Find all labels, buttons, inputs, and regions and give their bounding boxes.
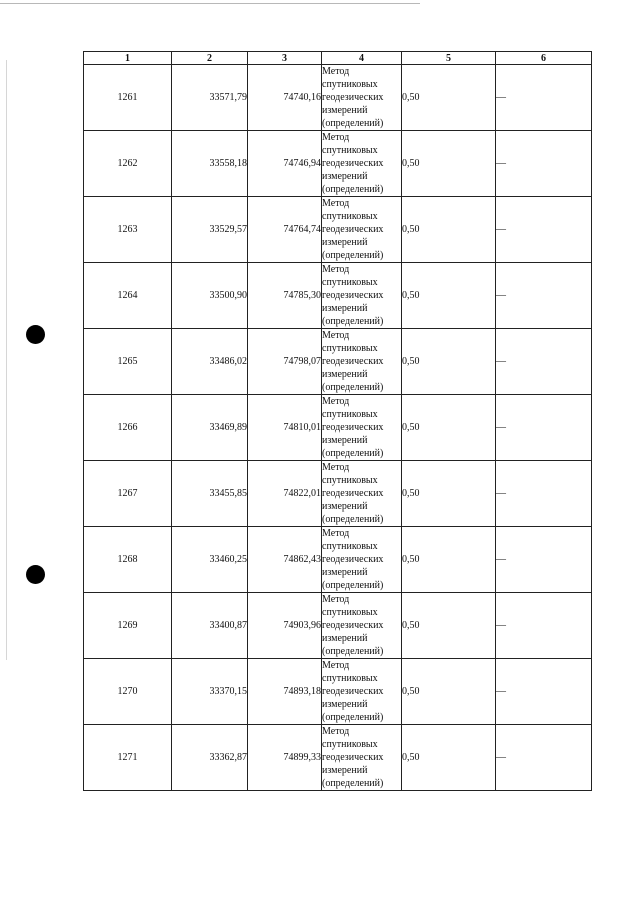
x-coordinate-cell: 33460,25 — [172, 527, 248, 593]
point-number-cell: 1263 — [84, 197, 172, 263]
column-header-3: 3 — [248, 52, 322, 65]
accuracy-cell: 0,50 — [402, 659, 496, 725]
accuracy-cell: 0,50 — [402, 131, 496, 197]
note-cell: — — [496, 659, 592, 725]
y-coordinate-cell: 74822,01 — [248, 461, 322, 527]
method-cell: Метод спутниковых геодезических измерений (определений) — [322, 197, 402, 263]
accuracy-cell: 0,50 — [402, 395, 496, 461]
x-coordinate-cell: 33486,02 — [172, 329, 248, 395]
point-number-cell: 1261 — [84, 65, 172, 131]
accuracy-cell: 0,50 — [402, 461, 496, 527]
note-cell: — — [496, 263, 592, 329]
table-row — [84, 65, 592, 131]
point-number-cell: 1262 — [84, 131, 172, 197]
point-number-cell: 1268 — [84, 527, 172, 593]
method-cell: Метод спутниковых геодезических измерений (определений) — [322, 593, 402, 659]
scan-edge-line — [0, 3, 420, 4]
method-cell: Метод спутниковых геодезических измерений (определений) — [322, 329, 402, 395]
table-row — [84, 131, 592, 197]
point-number-cell: 1271 — [84, 725, 172, 791]
note-cell: — — [496, 197, 592, 263]
accuracy-cell: 0,50 — [402, 197, 496, 263]
x-coordinate-cell: 33362,87 — [172, 725, 248, 791]
y-coordinate-cell: 74785,30 — [248, 263, 322, 329]
accuracy-cell: 0,50 — [402, 725, 496, 791]
coordinates-table — [83, 51, 592, 791]
y-coordinate-cell: 74903,96 — [248, 593, 322, 659]
y-coordinate-cell: 74893,18 — [248, 659, 322, 725]
punch-hole — [26, 325, 45, 344]
column-header-2: 2 — [172, 52, 248, 65]
x-coordinate-cell: 33500,90 — [172, 263, 248, 329]
method-cell: Метод спутниковых геодезических измерений (определений) — [322, 131, 402, 197]
method-cell: Метод спутниковых геодезических измерений (определений) — [322, 527, 402, 593]
point-number-cell: 1270 — [84, 659, 172, 725]
table-header-row — [84, 52, 592, 65]
note-cell: — — [496, 131, 592, 197]
punch-hole — [26, 565, 45, 584]
column-header-4: 4 — [322, 52, 402, 65]
y-coordinate-cell: 74810,01 — [248, 395, 322, 461]
point-number-cell: 1265 — [84, 329, 172, 395]
x-coordinate-cell: 33455,85 — [172, 461, 248, 527]
note-cell: — — [496, 395, 592, 461]
accuracy-cell: 0,50 — [402, 329, 496, 395]
x-coordinate-cell: 33469,89 — [172, 395, 248, 461]
table-row — [84, 395, 592, 461]
point-number-cell: 1269 — [84, 593, 172, 659]
method-cell: Метод спутниковых геодезических измерений (определений) — [322, 263, 402, 329]
note-cell: — — [496, 329, 592, 395]
scan-left-edge — [6, 60, 7, 660]
x-coordinate-cell: 33370,15 — [172, 659, 248, 725]
table-row — [84, 527, 592, 593]
y-coordinate-cell: 74798,07 — [248, 329, 322, 395]
method-cell: Метод спутниковых геодезических измерений (определений) — [322, 65, 402, 131]
method-cell: Метод спутниковых геодезических измерений (определений) — [322, 725, 402, 791]
y-coordinate-cell: 74899,33 — [248, 725, 322, 791]
table-row — [84, 461, 592, 527]
y-coordinate-cell: 74746,94 — [248, 131, 322, 197]
method-cell: Метод спутниковых геодезических измерений (определений) — [322, 659, 402, 725]
x-coordinate-cell: 33529,57 — [172, 197, 248, 263]
x-coordinate-cell: 33400,87 — [172, 593, 248, 659]
column-header-5: 5 — [402, 52, 496, 65]
table-row — [84, 725, 592, 791]
y-coordinate-cell: 74764,74 — [248, 197, 322, 263]
note-cell: — — [496, 65, 592, 131]
table-row — [84, 329, 592, 395]
table-row — [84, 659, 592, 725]
y-coordinate-cell: 74740,16 — [248, 65, 322, 131]
point-number-cell: 1266 — [84, 395, 172, 461]
x-coordinate-cell: 33558,18 — [172, 131, 248, 197]
note-cell: — — [496, 725, 592, 791]
column-header-6: 6 — [496, 52, 592, 65]
accuracy-cell: 0,50 — [402, 593, 496, 659]
table-row — [84, 593, 592, 659]
point-number-cell: 1267 — [84, 461, 172, 527]
y-coordinate-cell: 74862,43 — [248, 527, 322, 593]
note-cell: — — [496, 593, 592, 659]
accuracy-cell: 0,50 — [402, 527, 496, 593]
column-header-1: 1 — [84, 52, 172, 65]
point-number-cell: 1264 — [84, 263, 172, 329]
method-cell: Метод спутниковых геодезических измерений (определений) — [322, 395, 402, 461]
note-cell: — — [496, 527, 592, 593]
method-cell: Метод спутниковых геодезических измерений (определений) — [322, 461, 402, 527]
note-cell: — — [496, 461, 592, 527]
table-row — [84, 263, 592, 329]
table-row — [84, 197, 592, 263]
x-coordinate-cell: 33571,79 — [172, 65, 248, 131]
accuracy-cell: 0,50 — [402, 263, 496, 329]
accuracy-cell: 0,50 — [402, 65, 496, 131]
